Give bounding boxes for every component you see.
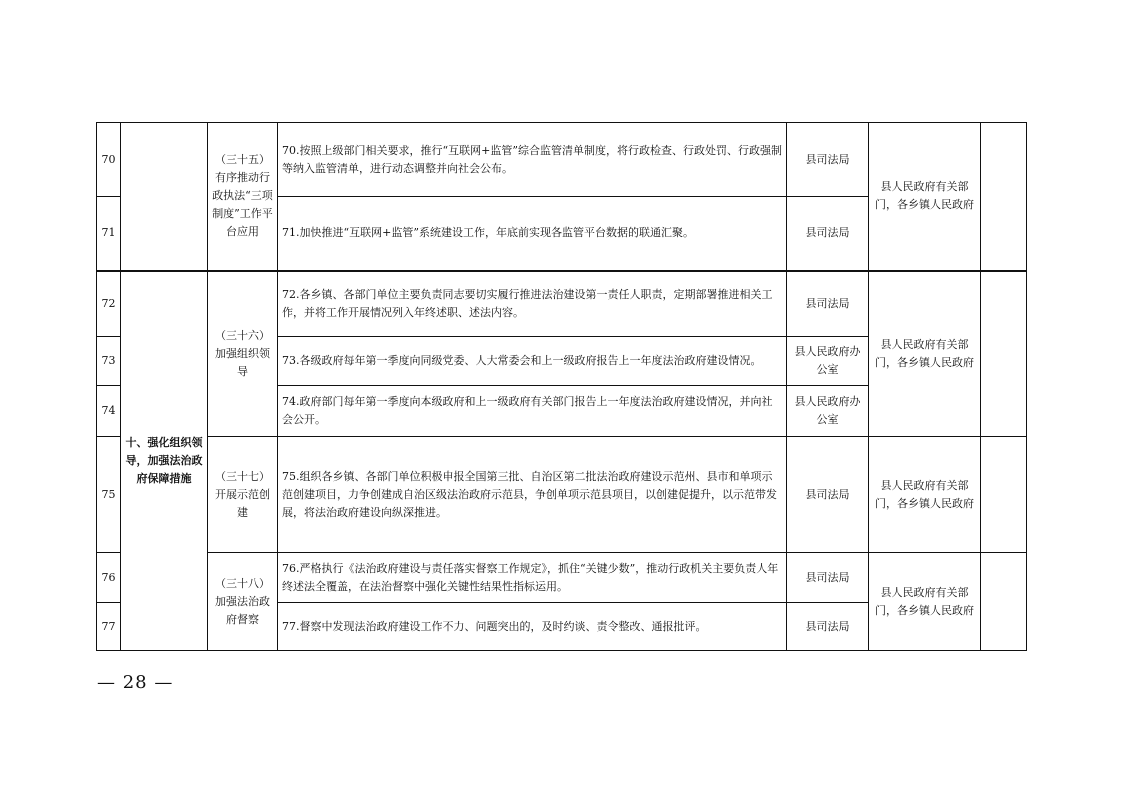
row-number: 73 bbox=[97, 337, 121, 386]
table-row bbox=[97, 553, 1027, 603]
row-number: 71 bbox=[97, 197, 121, 271]
task-text: 77.督察中发现法治政府建设工作不力、问题突出的，及时约谈、责令整改、通报批评。 bbox=[278, 603, 787, 651]
lead-unit: 县司法局 bbox=[787, 197, 869, 271]
lead-unit: 县司法局 bbox=[787, 123, 869, 197]
cooperating-units: 县人民政府有关部门，各乡镇人民政府 bbox=[869, 437, 981, 553]
table-row bbox=[97, 437, 1027, 553]
remarks-cell bbox=[981, 123, 1027, 271]
remarks-cell bbox=[981, 553, 1027, 651]
task-text: 73.各级政府每年第一季度向同级党委、人大常委会和上一级政府报告上一年度法治政府建设情况。 bbox=[278, 337, 787, 386]
subcategory-37: （三十七）开展示范创建 bbox=[208, 437, 278, 553]
row-number: 76 bbox=[97, 553, 121, 603]
cooperating-units: 县人民政府有关部门，各乡镇人民政府 bbox=[869, 271, 981, 437]
task-table bbox=[96, 122, 1027, 651]
remarks-cell bbox=[981, 271, 1027, 437]
cooperating-units: 县人民政府有关部门，各乡镇人民政府 bbox=[869, 123, 981, 271]
lead-unit: 县人民政府办公室 bbox=[787, 337, 869, 386]
subcategory-36: （三十六）加强组织领导 bbox=[208, 271, 278, 437]
lead-unit: 县人民政府办公室 bbox=[787, 386, 869, 437]
cooperating-units: 县人民政府有关部门，各乡镇人民政府 bbox=[869, 553, 981, 651]
task-text: 74.政府部门每年第一季度向本级政府和上一级政府有关部门报告上一年度法治政府建设情况，并向社会公开。 bbox=[278, 386, 787, 437]
lead-unit: 县司法局 bbox=[787, 553, 869, 603]
lead-unit: 县司法局 bbox=[787, 603, 869, 651]
row-number: 77 bbox=[97, 603, 121, 651]
remarks-cell bbox=[981, 437, 1027, 553]
row-number: 70 bbox=[97, 123, 121, 197]
task-text: 72.各乡镇、各部门单位主要负责同志要切实履行推进法治建设第一责任人职责，定期部署推进相关工作，并将工作开展情况列入年终述职、述法内容。 bbox=[278, 271, 787, 337]
lead-unit: 县司法局 bbox=[787, 437, 869, 553]
page-number: — 28 — bbox=[97, 672, 174, 693]
lead-unit: 县司法局 bbox=[787, 271, 869, 337]
task-text: 75.组织各乡镇、各部门单位积极申报全国第三批、自治区第二批法治政府建设示范州、县市和单项示范创建项目，力争创建成自治区级法治政府示范县，争创单项示范县项目，以创建促提升，以示范带发展，将法治政府建设向纵深推进。 bbox=[278, 437, 787, 553]
table-row bbox=[97, 271, 1027, 337]
table-row bbox=[97, 123, 1027, 197]
row-number: 72 bbox=[97, 271, 121, 337]
row-number: 74 bbox=[97, 386, 121, 437]
category-label: 十、强化组织领导，加强法治政府保障措施 bbox=[121, 271, 208, 651]
row-number: 75 bbox=[97, 437, 121, 553]
subcategory-38: （三十八）加强法治政府督察 bbox=[208, 553, 278, 651]
task-text: 70.按照上级部门相关要求，推行“互联网+监管”综合监管清单制度，将行政检查、行政处罚、行政强制等纳入监管清单，进行动态调整并向社会公布。 bbox=[278, 123, 787, 197]
category-cell-empty bbox=[121, 123, 208, 271]
task-text: 71.加快推进“互联网+监管”系统建设工作，年底前实现各监管平台数据的联通汇聚。 bbox=[278, 197, 787, 271]
subcategory-35: （三十五）有序推动行政执法“三项制度”工作平台应用 bbox=[208, 123, 278, 271]
task-text: 76.严格执行《法治政府建设与责任落实督察工作规定》，抓住“关键少数”，推动行政机关主要负责人年终述法全覆盖，在法治督察中强化关键性结果性指标运用。 bbox=[278, 553, 787, 603]
